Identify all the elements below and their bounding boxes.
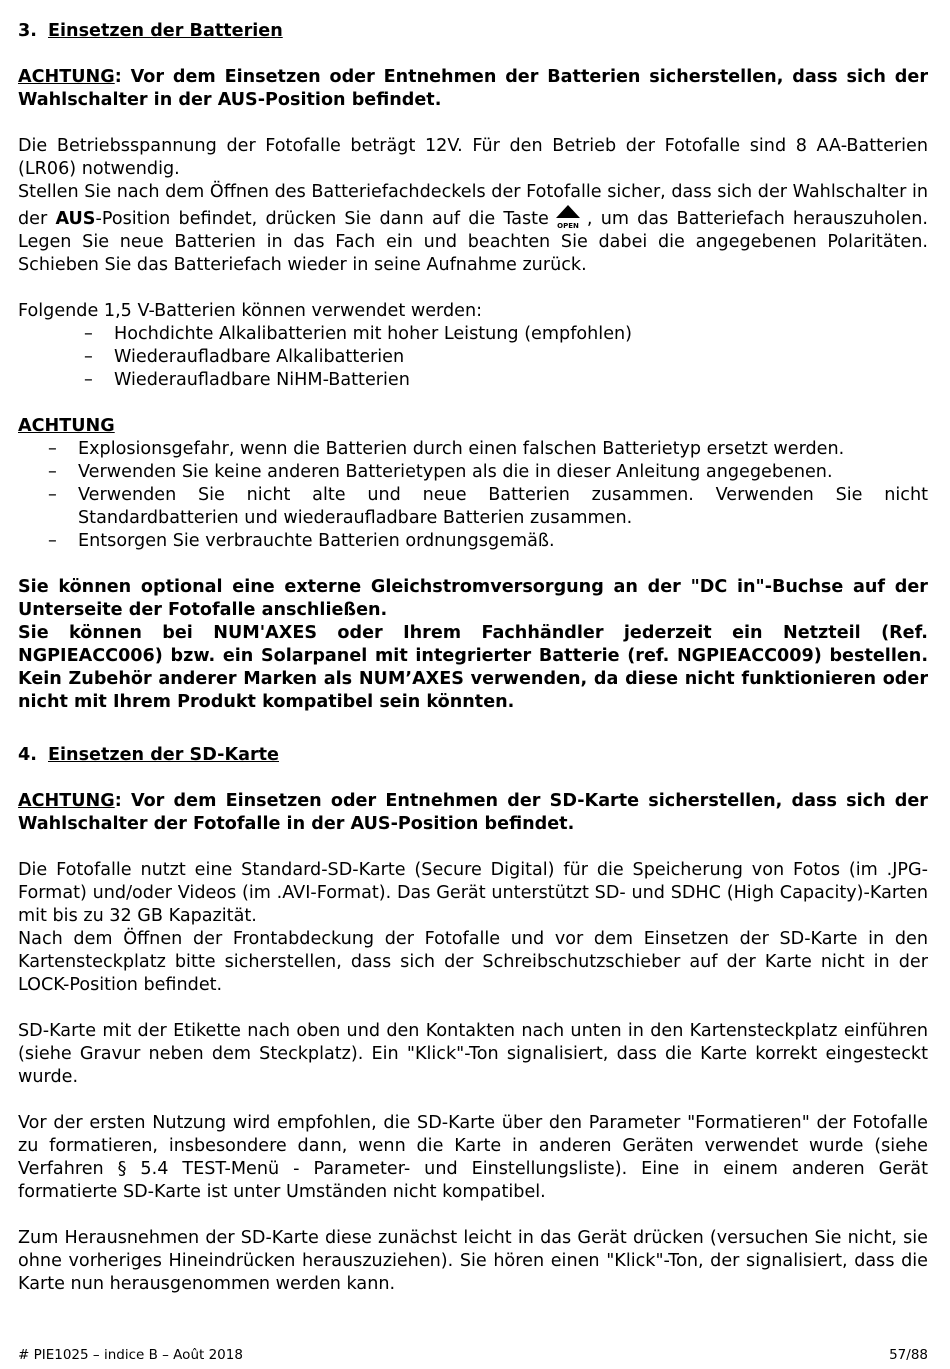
section-4-heading (18, 744, 928, 767)
dash-bullet: – (48, 531, 57, 551)
section-3-open-paragraph (18, 181, 928, 277)
battery-type-list (18, 323, 928, 392)
document-page (18, 20, 928, 1296)
dc-supply-paragraph: Sie können optional eine externe Gleichstromversorgung an der "DC in"-Buchse auf der Unterseite der Fotofalle anschließen. (18, 577, 928, 620)
caution-heading: ACHTUNG (18, 416, 115, 436)
sd-card-formatting-paragraph: Vor der ersten Nutzung wird empfohlen, die SD-Karte über den Parameter "Formatieren" der Fotofalle zu formatieren, insbesondere dann, wenn die Karte in anderen Geräten verwendet wurde (siehe Verfahren § 5.4 TEST-Menü - Parameter- und Einstellungsliste). Eine in einem anderen Gerät formatierte SD-Karte ist unter Umständen nicht kompatibel. (18, 1113, 928, 1202)
list-item: – Verwenden Sie keine anderen Batterietypen als die in dieser Anleitung angegebenen. (48, 462, 833, 482)
sd-card-format-paragraph: Die Fotofalle nutzt eine Standard-SD-Karte (Secure Digital) für die Speicherung von Fotos (im .JPG-Format) und/oder Videos (im .AVI-Format). Das Gerät unterstützt SD- und SDHC (High Capacity)-Karten mit bis zu 32 GB Kapazität. (18, 860, 928, 926)
section-3-voltage-paragraph: Die Betriebsspannung der Fotofalle beträgt 12V. Für den Betrieb der Fotofalle sind 8 AA-Batterien (LR06) notwendig. (18, 136, 928, 179)
section-3-warning (18, 66, 928, 112)
section-4-title: Einsetzen der SD-Karte (48, 745, 279, 765)
open-icon-label: OPEN (557, 222, 579, 230)
dash-bullet: – (48, 462, 57, 482)
document-reference: # PIE1025 – indice B – Août 2018 (18, 1347, 243, 1363)
list-item: – Verwenden Sie nicht alte und neue Batterien zusammen. Verwenden Sie nicht Standardbatterien und wiederaufladbare Batterien zusammen. (48, 485, 928, 528)
sd-card-insert-paragraph: SD-Karte mit der Etikette nach oben und den Kontakten nach unten in den Kartensteckplatz einführen (siehe Gravur neben dem Steckplatz). Ein "Klick"-Ton signalisiert, dass die Karte korrekt eingesteckt wurde. (18, 1021, 928, 1087)
section-3-open-text-b: -Position befindet, drücken Sie dann auf die Taste (95, 209, 549, 229)
list-item: – Explosionsgefahr, wenn die Batterien durch einen falschen Batterietyp ersetzt werden. (48, 439, 845, 459)
battery-list-intro: Folgende 1,5 V-Batterien können verwendet werden: (18, 301, 483, 321)
list-item: – Wiederaufladbare NiHM-Batterien (84, 370, 410, 390)
section-3-open-text-bold: AUS (55, 209, 96, 229)
dash-bullet: – (48, 439, 57, 459)
section-3-title: Einsetzen der Batterien (48, 21, 283, 41)
list-item: – Entsorgen Sie verbrauchte Batterien ordnungsgemäß. (48, 531, 555, 551)
caution-list (18, 438, 928, 553)
section-3-open-text-a: Stellen Sie nach dem Öffnen des Batteriefachdeckels der Fotofalle sicher, dass sich der Wahlschalter in der (18, 182, 928, 229)
section-3-warning-label: ACHTUNG (18, 67, 115, 87)
dash-bullet: – (84, 370, 93, 390)
dash-bullet: – (48, 485, 57, 505)
open-button-icon (553, 204, 583, 230)
sd-card-lock-paragraph: Nach dem Öffnen der Frontabdeckung der Fotofalle und vor dem Einsetzen der SD-Karte in den Kartensteckplatz bitte sicherstellen, dass sich der Schreibschutzschieber auf der Karte nicht in der LOCK-Position befindet. (18, 929, 928, 995)
list-item: – Hochdichte Alkalibatterien mit hoher Leistung (empfohlen) (84, 324, 633, 344)
section-4-warning (18, 790, 928, 836)
dash-bullet: – (84, 347, 93, 367)
page-number: 57/88 (889, 1347, 928, 1363)
dash-bullet: – (84, 324, 93, 344)
section-4-warning-text: : Vor dem Einsetzen oder Entnehmen der SD-Karte sicherstellen, dass sich der Wahlschalter der Fotofalle in der AUS-Position befindet. (18, 791, 928, 834)
sd-card-remove-paragraph: Zum Herausnehmen der SD-Karte diese zunächst leicht in das Gerät drücken (versuchen Sie nicht, sie ohne vorheriges Hineindrücken herauszuziehen). Sie hören einen "Klick"-Ton, der signalisiert, dass die Karte nun herausgenommen werden kann. (18, 1228, 928, 1294)
section-3-open-text-c: , um das Batteriefach herauszuholen. Legen Sie neue Batterien in das Fach ein und beachten Sie dabei die angegebenen Polaritäten. Schieben Sie das Batteriefach wieder in seine Aufnahme zurück. (18, 209, 928, 275)
section-3-warning-text: : Vor dem Einsetzen oder Entnehmen der Batterien sicherstellen, dass sich der Wahlschalter in der AUS-Position befindet. (18, 67, 928, 110)
section-3-number: 3. (18, 21, 37, 41)
section-3-heading (18, 20, 928, 43)
section-4-warning-label: ACHTUNG (18, 791, 115, 811)
list-item: – Wiederaufladbare Alkalibatterien (84, 347, 405, 367)
accessory-order-paragraph: Sie können bei NUM'AXES oder Ihrem Fachhändler jederzeit ein Netzteil (Ref. NGPIEACC006) bzw. ein Solarpanel mit integrierter Batterie (ref. NGPIEACC009) bestellen. Kein Zubehör anderer Marken als NUM’AXES verwenden, da diese nicht funktionieren oder nicht mit Ihrem Produkt kompatibel sein könnten. (18, 623, 928, 712)
section-4-number: 4. (18, 745, 37, 765)
